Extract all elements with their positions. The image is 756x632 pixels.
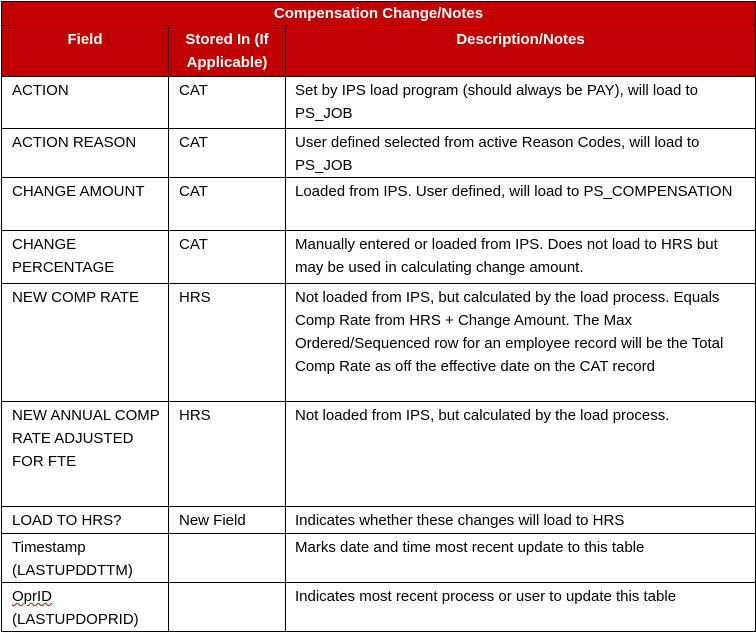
description-cell: Not loaded from IPS, but calculated by the load process. Equals Comp Rate from HRS + Change Amount. The Max Ordered/Sequenced row for an employee record will be the Total Comp Rate as off the effective date on the CAT record xyxy=(286,284,756,402)
stored-cell xyxy=(169,583,286,632)
field-name: OprID xyxy=(12,588,53,605)
table-row xyxy=(2,178,756,231)
field-cell: ACTION xyxy=(2,77,169,129)
stored-cell: HRS xyxy=(169,402,286,507)
field-cell xyxy=(2,534,169,583)
field-cell: NEW ANNUAL COMP RATE ADJUSTED FOR FTE xyxy=(2,402,169,507)
field-cell: CHANGE PERCENTAGE xyxy=(2,231,169,284)
table-row xyxy=(2,402,756,507)
field-cell: LOAD TO HRS? xyxy=(2,507,169,534)
stored-cell: CAT xyxy=(169,77,286,129)
stored-cell: CAT xyxy=(169,129,286,178)
table-row xyxy=(2,231,756,284)
description-cell: Not loaded from IPS, but calculated by the load process. xyxy=(286,402,756,507)
table-row xyxy=(2,77,756,129)
header-field: Field xyxy=(2,26,169,77)
table-row xyxy=(2,284,756,402)
description-cell: Indicates most recent process or user to update this table xyxy=(286,583,756,632)
field-column-name: (LASTUPDDTTM) xyxy=(12,562,133,579)
stored-cell: New Field xyxy=(169,507,286,534)
description-cell: Manually entered or loaded from IPS. Does not load to HRS but may be used in calculating change amount. xyxy=(286,231,756,284)
table-row xyxy=(2,129,756,178)
stored-cell: HRS xyxy=(169,284,286,402)
table-title: Compensation Change/Notes xyxy=(2,2,756,26)
field-cell: NEW COMP RATE xyxy=(2,284,169,402)
description-cell: Loaded from IPS. User defined, will load to PS_COMPENSATION xyxy=(286,178,756,231)
field-column-name: (LASTUPDOPRID) xyxy=(12,611,139,628)
field-name: Timestamp xyxy=(12,539,86,556)
description-cell: Indicates whether these changes will load to HRS xyxy=(286,507,756,534)
stored-cell: CAT xyxy=(169,231,286,284)
field-cell: ACTION REASON xyxy=(2,129,169,178)
table-row xyxy=(2,534,756,583)
table-row xyxy=(2,507,756,534)
stored-cell xyxy=(169,534,286,583)
description-cell: Set by IPS load program (should always be PAY), will load to PS_JOB xyxy=(286,77,756,129)
field-cell: CHANGE AMOUNT xyxy=(2,178,169,231)
header-stored-in: Stored In (If Applicable) xyxy=(169,26,286,77)
description-cell: Marks date and time most recent update to this table xyxy=(286,534,756,583)
field-cell xyxy=(2,583,169,632)
description-cell: User defined selected from active Reason Codes, will load to PS_JOB xyxy=(286,129,756,178)
compensation-notes-table xyxy=(1,1,756,632)
stored-cell: CAT xyxy=(169,178,286,231)
table-row xyxy=(2,583,756,632)
header-description: Description/Notes xyxy=(286,26,756,77)
